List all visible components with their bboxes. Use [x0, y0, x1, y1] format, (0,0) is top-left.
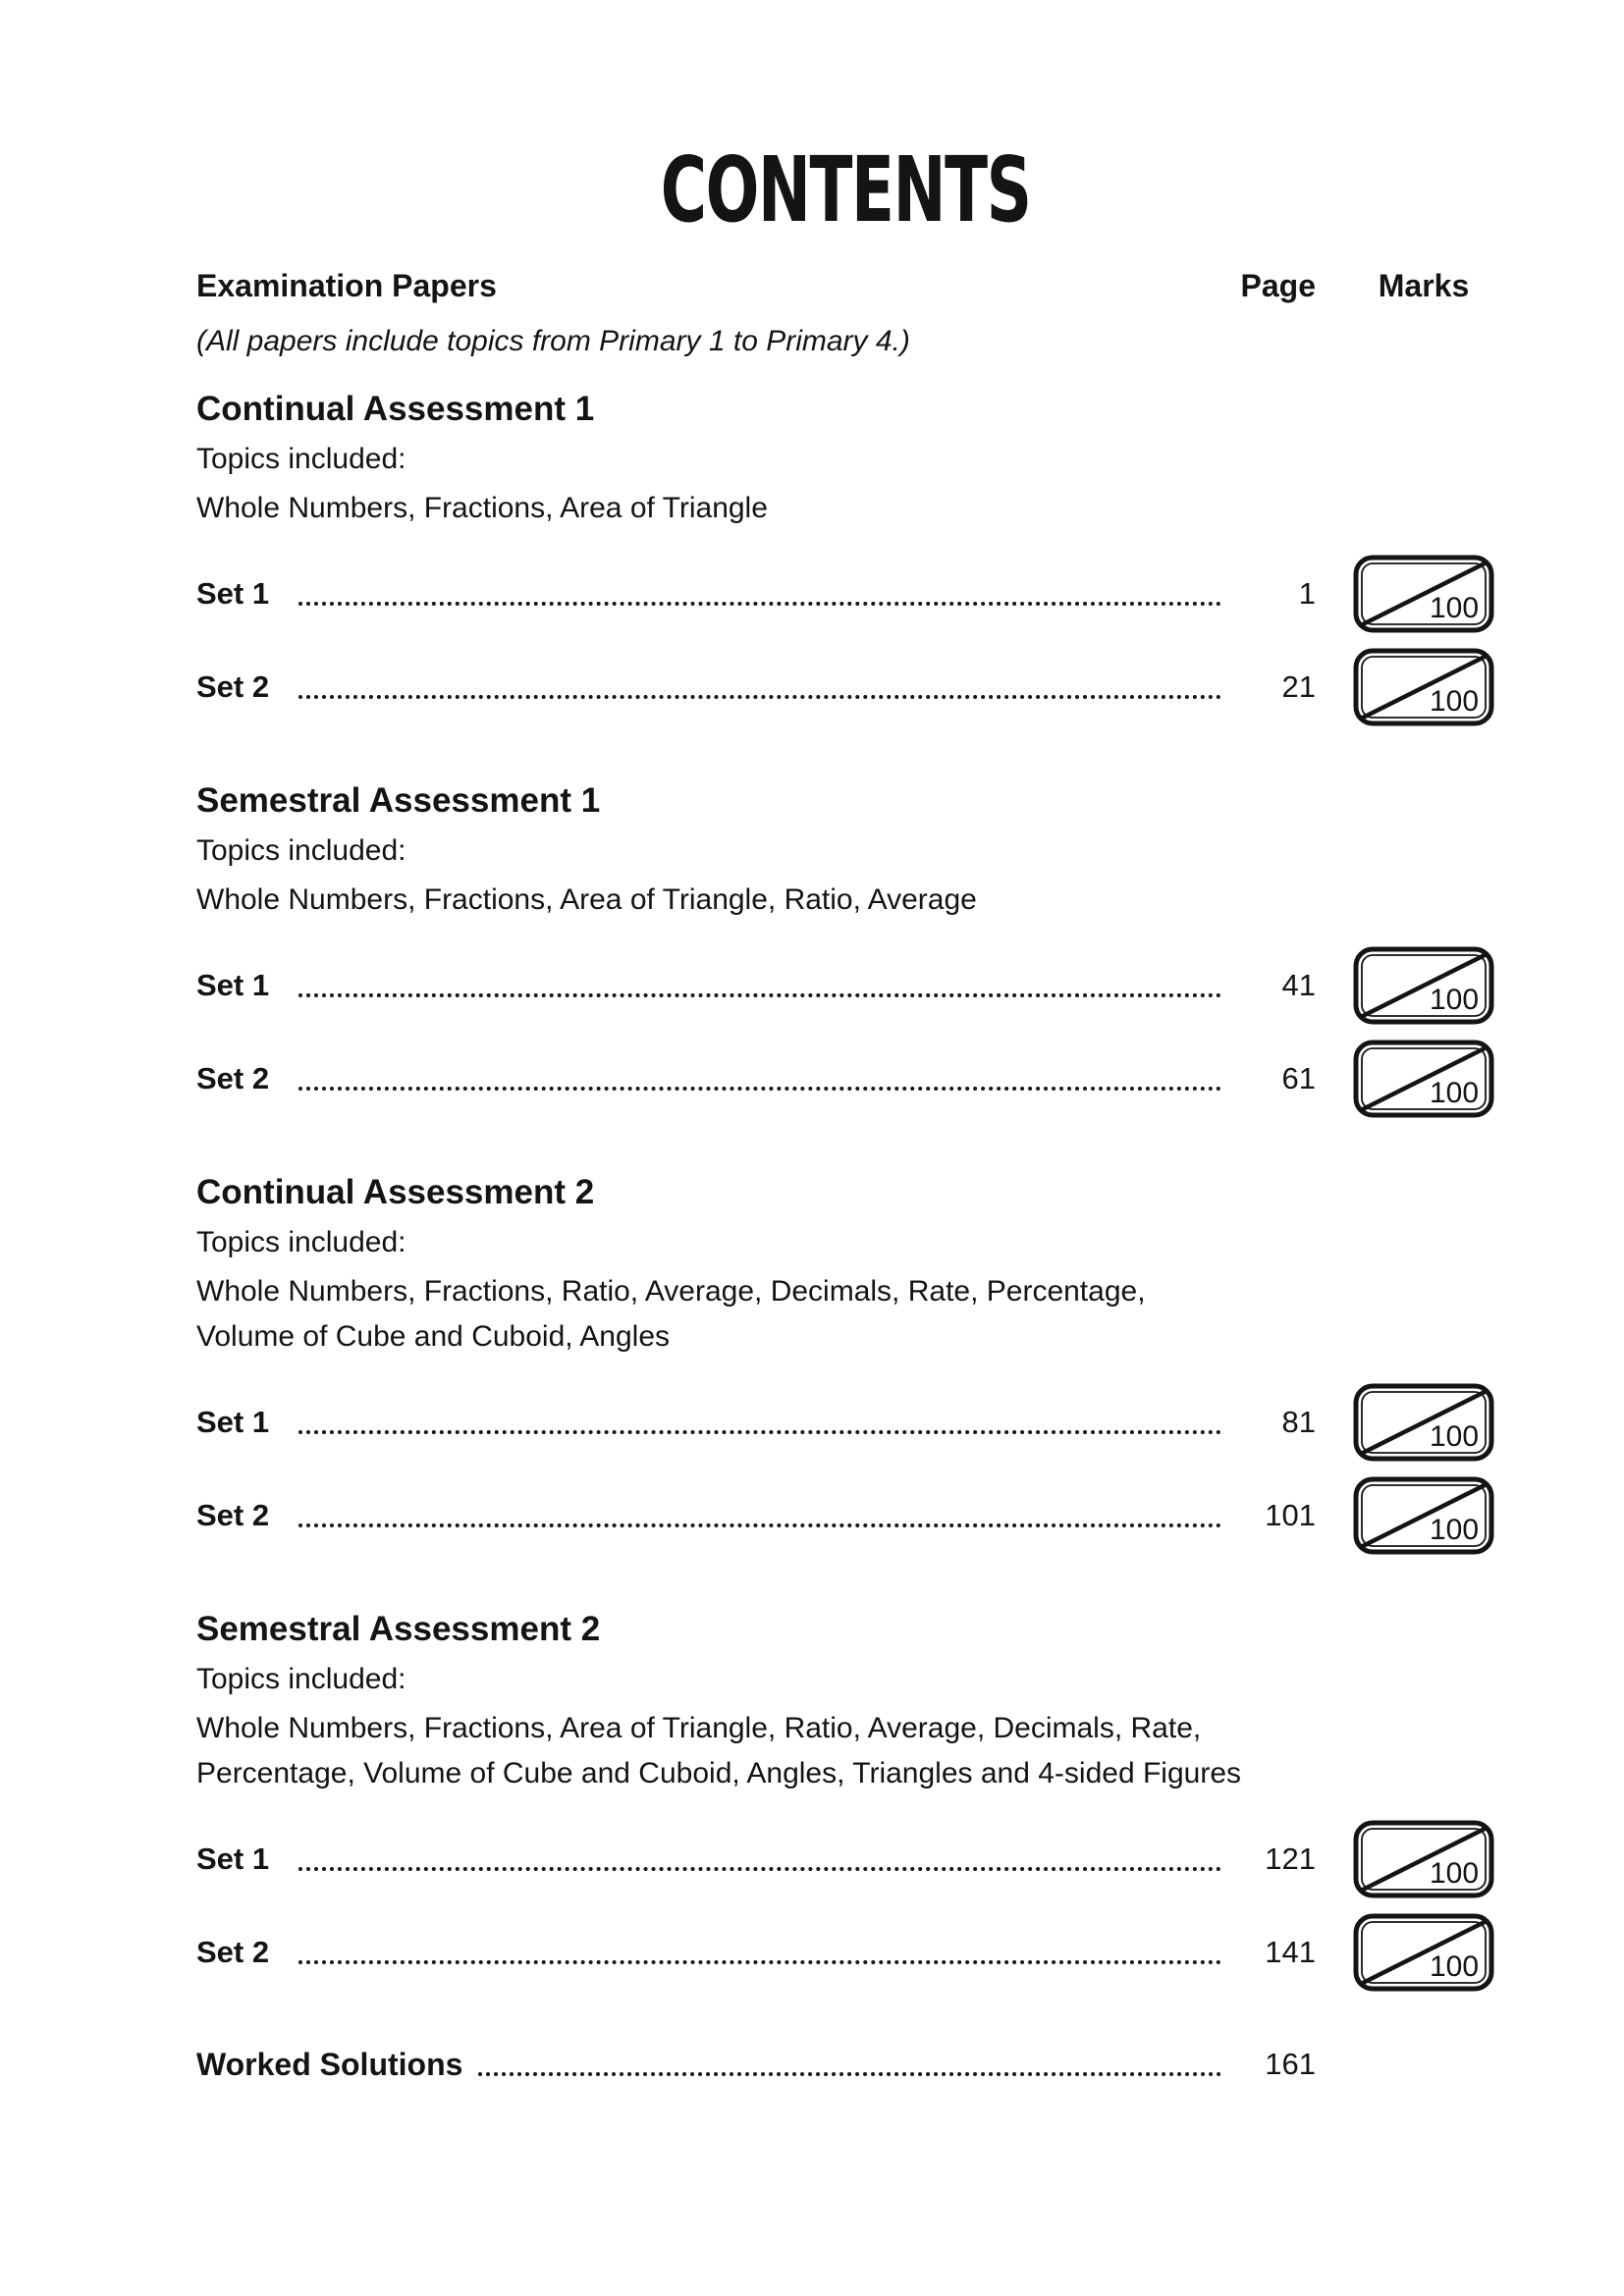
page-number: 101	[1265, 1498, 1316, 1532]
toc-entry-set-1	[196, 555, 1494, 633]
set-label: Set 2	[196, 1935, 270, 1969]
set-label: Set 2	[196, 1061, 270, 1095]
section-title: Continual Assessment 2	[196, 1173, 595, 1211]
page-number: 61	[1281, 1061, 1316, 1095]
toc-entry-set-1	[196, 1820, 1494, 1898]
topics-list-line: Percentage, Volume of Cube and Cuboid, Angles, Triangles and 4-sided Figures	[196, 1757, 1242, 1789]
toc-entry-set-2	[196, 1476, 1494, 1555]
marks-column-header: Marks	[1378, 268, 1470, 303]
worked-solutions-label: Worked Solutions	[196, 2046, 463, 2082]
toc-entry-set-1	[196, 946, 1494, 1025]
marks-total: 100	[1429, 1077, 1480, 1109]
topics-list-line: Volume of Cube and Cuboid, Angles	[196, 1320, 671, 1353]
toc-entry-set-1	[196, 1383, 1494, 1462]
dot-leader	[298, 1523, 1221, 1527]
section-semestral-assessment-1	[196, 779, 1494, 1118]
marks-box	[1353, 1913, 1494, 1992]
marks-box	[1353, 1040, 1494, 1118]
set-label: Set 1	[196, 576, 270, 611]
examination-papers-heading: Examination Papers	[196, 268, 497, 303]
page-number: 81	[1281, 1405, 1316, 1439]
set-label: Set 1	[196, 1405, 270, 1439]
set-label: Set 1	[196, 1842, 270, 1876]
marks-box	[1353, 648, 1494, 726]
toc-entry-worked-solutions	[196, 2035, 1494, 2094]
marks-total: 100	[1429, 1514, 1480, 1546]
section-title: Semestral Assessment 1	[196, 781, 601, 820]
topics-list-line: Whole Numbers, Fractions, Area of Triangle	[196, 492, 768, 524]
topics-included-label: Topics included:	[196, 443, 406, 475]
page-number: 21	[1281, 669, 1316, 704]
topics-included-label: Topics included:	[196, 1226, 406, 1258]
marks-total: 100	[1429, 1950, 1480, 1983]
section-title: Semestral Assessment 2	[196, 1610, 601, 1648]
dot-leader	[298, 1430, 1221, 1434]
dot-leader	[298, 602, 1221, 606]
toc-entry-set-2	[196, 1040, 1494, 1118]
dot-leader	[478, 2072, 1221, 2076]
dot-leader	[298, 1867, 1221, 1871]
marks-total: 100	[1429, 1857, 1480, 1890]
marks-total: 100	[1429, 984, 1480, 1016]
marks-box	[1353, 946, 1494, 1025]
contents-header-row	[196, 265, 1494, 306]
section-continual-assessment-2	[196, 1171, 1494, 1555]
section-title: Continual Assessment 1	[196, 390, 595, 428]
papers-note: (All papers include topics from Primary 1 to Primary 4.)	[196, 325, 910, 357]
topics-list-line: Whole Numbers, Fractions, Area of Triangle, Ratio, Average	[196, 883, 977, 916]
marks-box	[1353, 1476, 1494, 1555]
toc-entry-set-2	[196, 1913, 1494, 1992]
marks-total: 100	[1429, 1420, 1480, 1453]
page-number: 161	[1265, 2047, 1316, 2081]
marks-box	[1353, 1383, 1494, 1462]
marks-total: 100	[1429, 685, 1480, 718]
topics-list-line: Whole Numbers, Fractions, Area of Triangle, Ratio, Average, Decimals, Rate,	[196, 1712, 1202, 1744]
page-number: 41	[1281, 968, 1316, 1002]
page-column-header: Page	[1240, 268, 1316, 303]
set-label: Set 1	[196, 968, 270, 1002]
dot-leader	[298, 695, 1221, 699]
topics-included-label: Topics included:	[196, 1663, 406, 1695]
dot-leader	[298, 1087, 1221, 1091]
page-number: 121	[1265, 1842, 1316, 1876]
marks-box	[1353, 1820, 1494, 1898]
set-label: Set 2	[196, 1498, 270, 1532]
section-continual-assessment-1	[196, 388, 1494, 726]
page-title: CONTENTS	[660, 137, 1031, 242]
topics-list-line: Whole Numbers, Fractions, Ratio, Average, Decimals, Rate, Percentage,	[196, 1275, 1146, 1308]
dot-leader	[298, 1960, 1221, 1964]
set-label: Set 2	[196, 669, 270, 704]
topics-included-label: Topics included:	[196, 834, 406, 867]
marks-total: 100	[1429, 592, 1480, 624]
section-semestral-assessment-2	[196, 1608, 1494, 1992]
page-number: 1	[1298, 576, 1316, 611]
marks-box	[1353, 555, 1494, 633]
page-number: 141	[1265, 1935, 1316, 1969]
dot-leader	[298, 993, 1221, 997]
toc-entry-set-2	[196, 648, 1494, 726]
title-wrap	[196, 137, 1494, 242]
